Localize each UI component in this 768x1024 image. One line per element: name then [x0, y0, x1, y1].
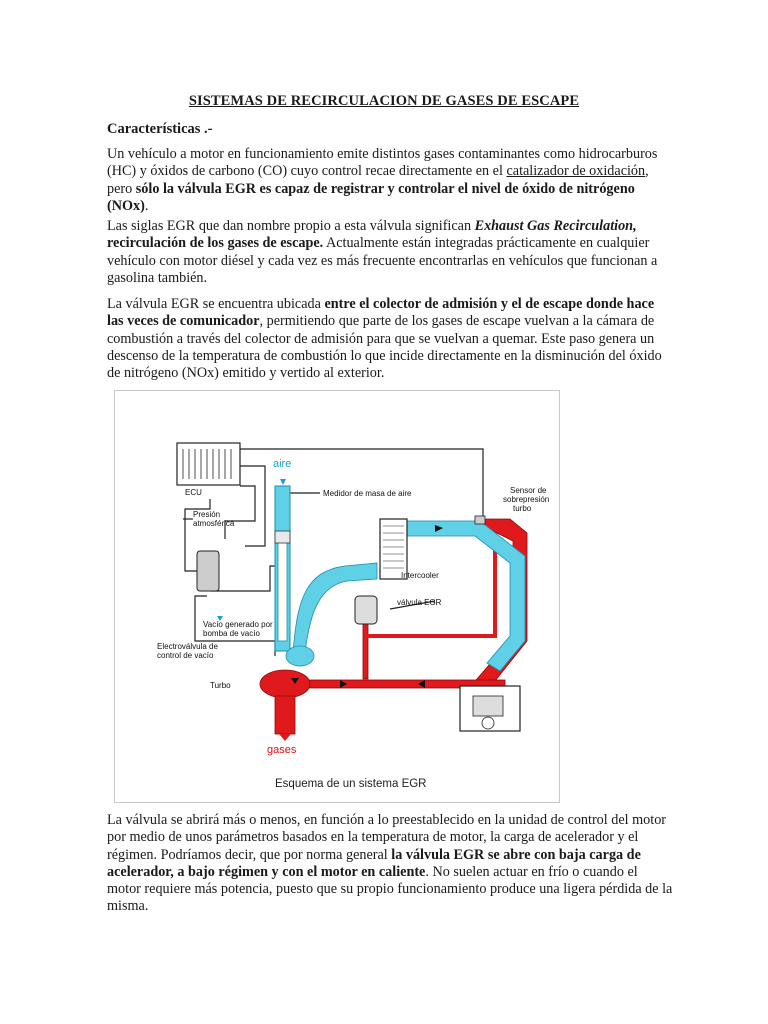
intercooler-box	[380, 519, 407, 579]
egr-valve	[355, 596, 377, 624]
label-ecu: ECU	[185, 488, 202, 497]
ecu-box	[177, 443, 240, 485]
label-presion-2: atmosférica	[193, 519, 235, 528]
paragraph-2: Las siglas EGR que dan nombre propio a esta válvula significan Exhaust Gas Recirculation, recirculación de los gases de escape. Actualmente están integradas prácticamente en cualquier vehículo con motor diésel y cada vez es más frecuente encontrarlas en vehículos que funcionan a gasolina también.	[107, 218, 658, 286]
egr-diagram	[115, 391, 559, 802]
label-turbo: Turbo	[210, 681, 231, 690]
label-presion-1: Presión	[193, 510, 221, 519]
section-heading: Características .-	[107, 121, 213, 137]
label-electro-1: Electroválvula de	[157, 642, 218, 651]
label-vacio-1: Vacío generado por	[203, 620, 273, 629]
figure-caption: Esquema de un sistema EGR	[275, 778, 427, 790]
solenoid-valve	[197, 551, 219, 591]
boost-sensor	[475, 516, 485, 524]
label-valvula-egr: válvula EGR	[397, 598, 442, 607]
label-medidor: Medidor de masa de aire	[323, 489, 412, 498]
label-vacio-2: bomba de vacío	[203, 629, 260, 638]
label-sensor-2: sobrepresión	[503, 495, 550, 504]
catalizador-link[interactable]: catalizador de oxidación	[506, 163, 646, 180]
paragraph-1: Un vehículo a motor en funcionamiento emite distintos gases contaminantes como hidrocarburos (HC) y óxidos de carbono (CO) cuyo control recae directamente en el catalizador de oxidación, pero sólo la válvula EGR es capaz de registrar y controlar el nivel de óxido de nitrógeno (NOx).	[107, 146, 658, 214]
label-sensor-3: turbo	[513, 504, 532, 513]
label-intercooler: Intercooler	[401, 571, 439, 580]
egr-diagram-figure	[114, 390, 560, 803]
label-sensor-1: Sensor de	[510, 486, 547, 495]
label-electro-2: control de vacío	[157, 651, 214, 660]
document-title: SISTEMAS DE RECIRCULACION DE GASES DE ESCAPE	[188, 93, 580, 109]
paragraph-4: La válvula se abrirá más o menos, en función a lo preestablecido en la unidad de control del motor por medio de unos parámetros basados en la temperatura de motor, la carga de acelerador y el régimen. Podríamos decir, que por norma general la válvula EGR se abre con baja carga de acelerador, a bajo régimen y con el motor en caliente. No suelen actuar en frío o cuando el motor requiere más potencia, puesto que su propio funcionamiento produce una ligera pérdida de la misma.	[107, 812, 673, 915]
paragraph-3: La válvula EGR se encuentra ubicada entre el colector de admisión y el de escape donde hace las veces de comunicador, permitiendo que parte de los gases de escape vuelvan a la cámara de combustión a través del colector de admisión para que se vuelvan a quemar. Este paso genera un descenso de la temperatura de combustión lo que incide directamente en la disminución del óxido de nitrógeno (NOx) emitido y vertido al exterior.	[107, 296, 662, 382]
engine-block	[460, 686, 520, 731]
label-aire: aire	[273, 458, 292, 470]
label-gases: gases	[267, 744, 297, 756]
